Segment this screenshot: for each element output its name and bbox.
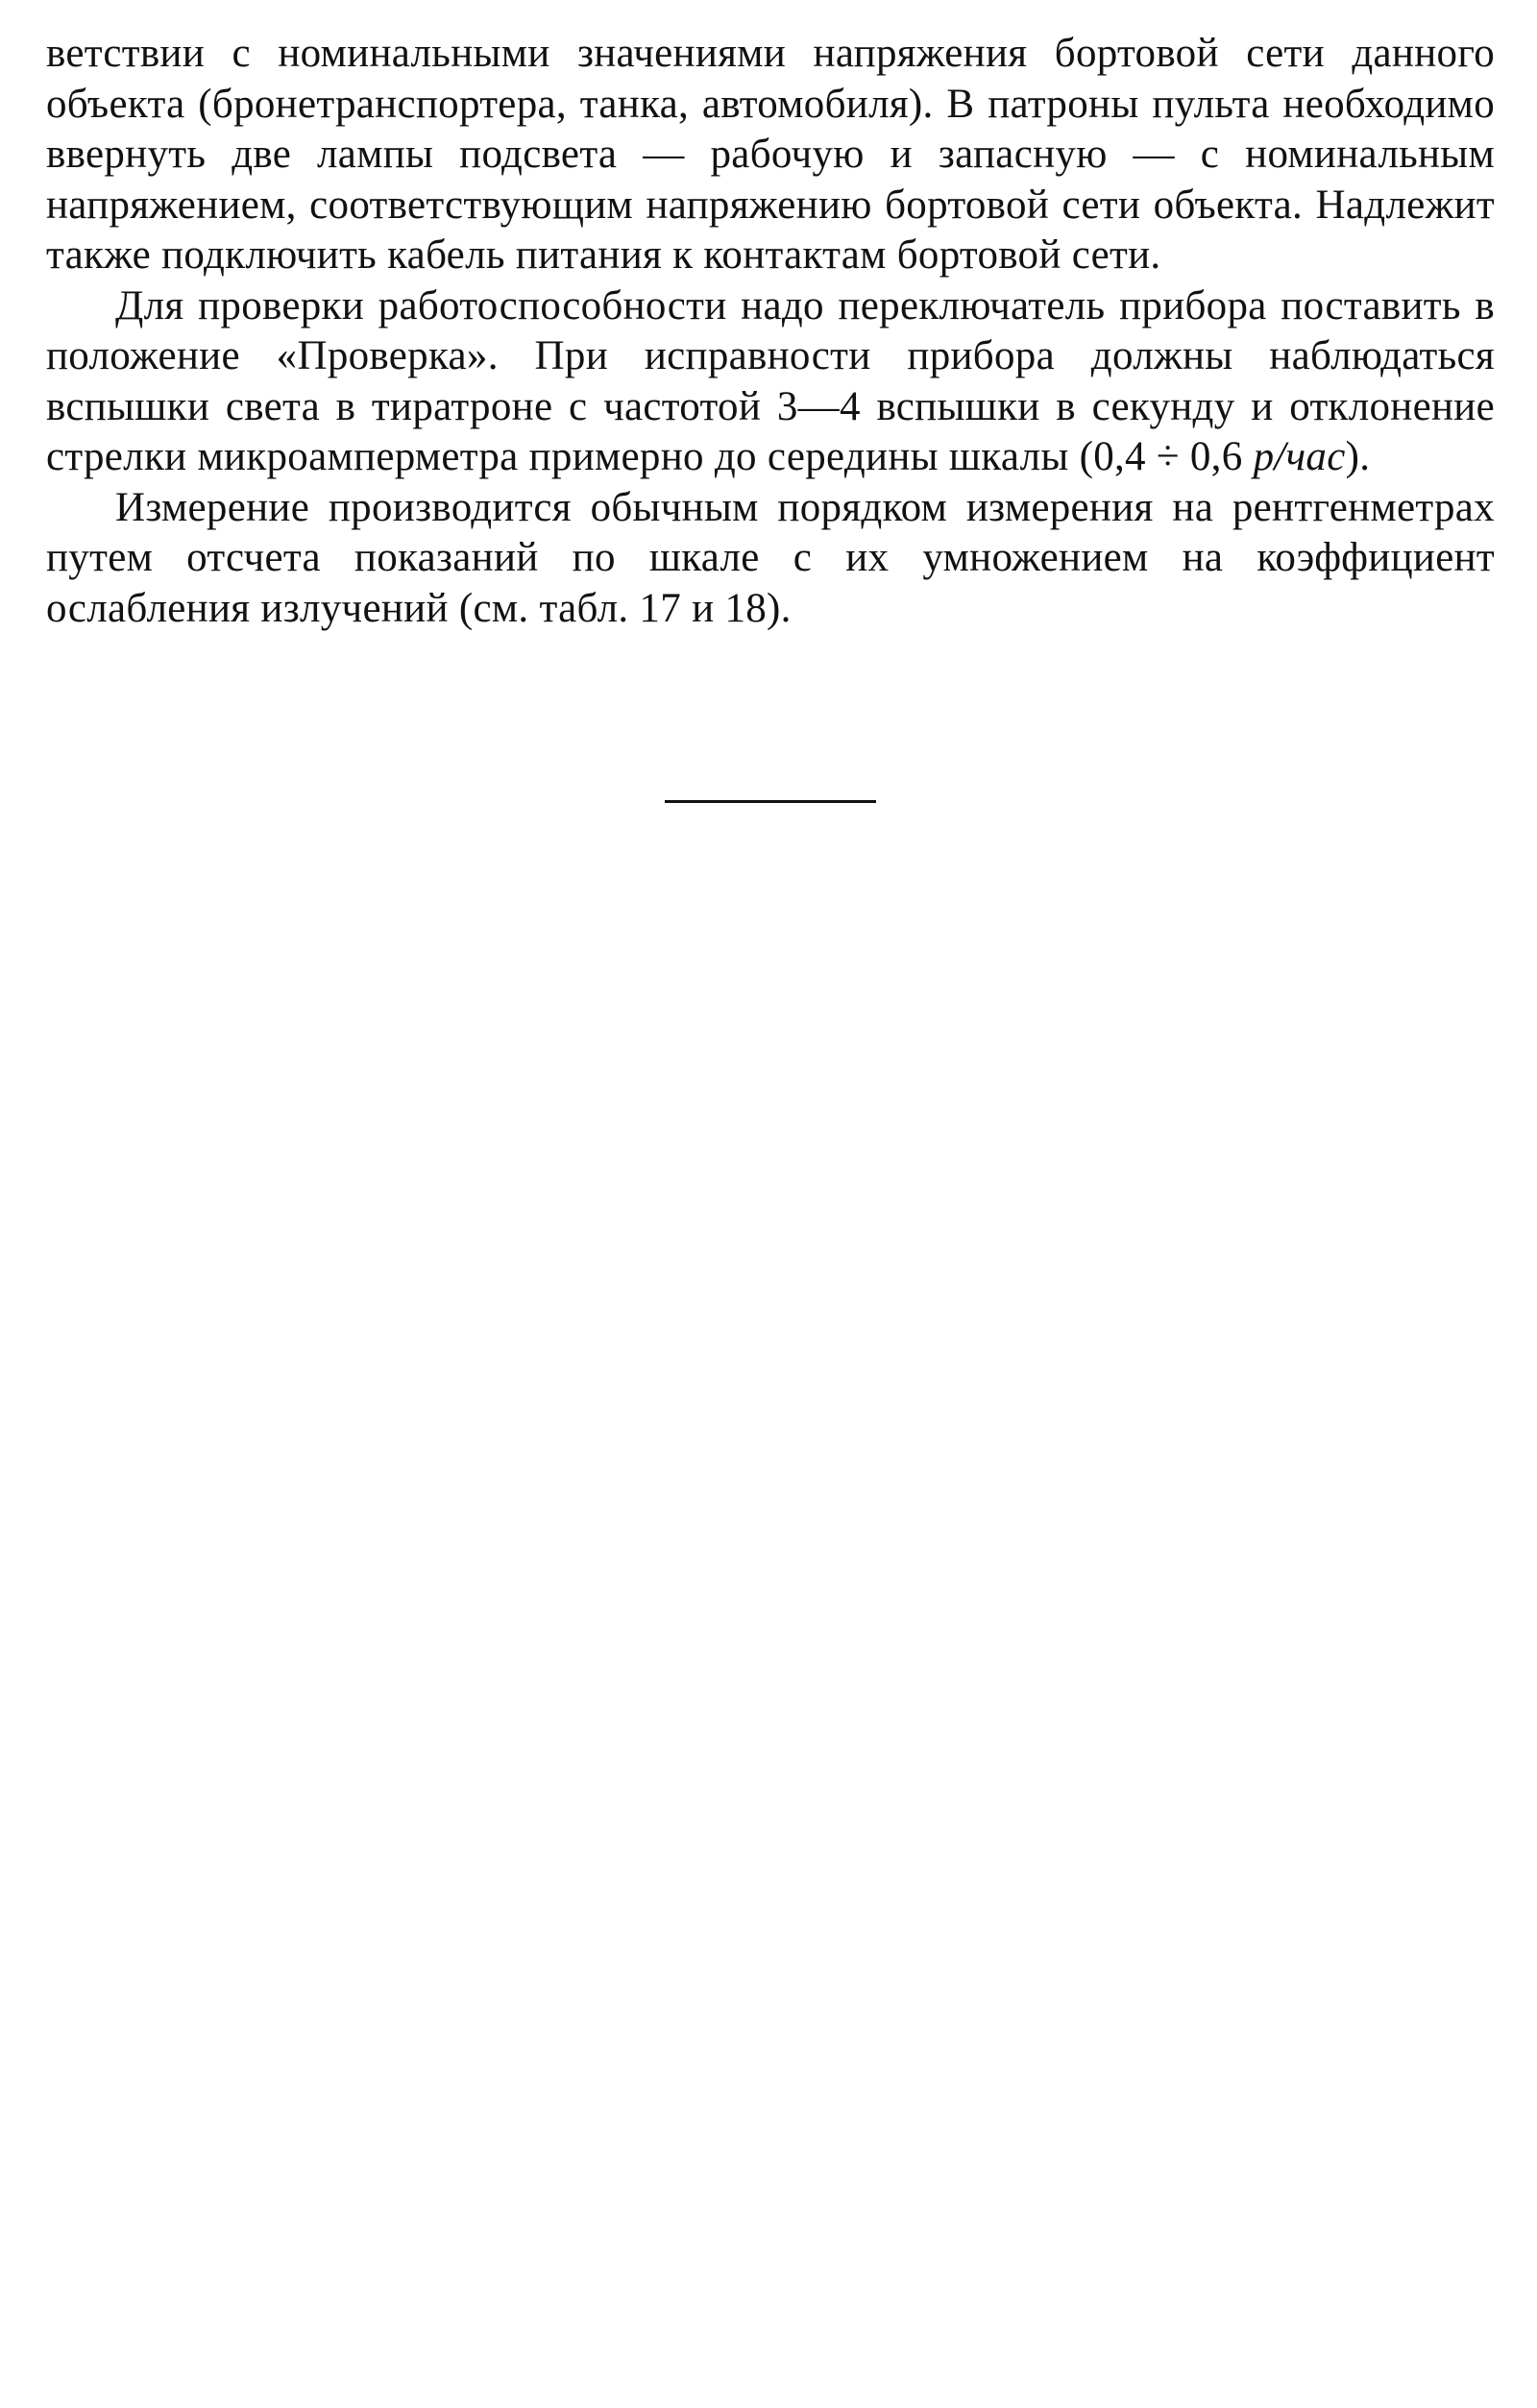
section-end-rule: [665, 800, 876, 803]
paragraph-2-end: ).: [1345, 434, 1371, 479]
document-page: [46, 29, 1495, 634]
paragraph-1: ветствии с номинальными значениями напряжения бортовой сети данного объекта (бронетранспортера, танка, автомобиля). В патроны пульта необходимо ввернуть две лампы подсвета — рабочую и запасную — с номинальным напряжением, соответствующим напряжению бортовой сети объекта. Надлежит также подключить кабель питания к контактам бортовой сети.: [46, 31, 1495, 278]
paragraph-3: Измерение производится обычным порядком измерения на рентгенметрах путем отсчета показаний по шкале с их умножением на коэффициент ослабления излучений (см. табл. 17 и 18).: [46, 484, 1495, 631]
dose-rate-unit: р/час: [1253, 434, 1346, 479]
paragraph-2-text: Для проверки работоспособности надо переключатель прибора поставить в положение «Проверка». При исправности прибора должны наблюдаться вспышки света в тиратроне с частотой 3—4 вспышки в секунду и отклонение стрелки микроамперметра примерно до середины шкалы (0,4 ÷ 0,6: [46, 282, 1495, 479]
paragraph-2: [46, 281, 1495, 483]
